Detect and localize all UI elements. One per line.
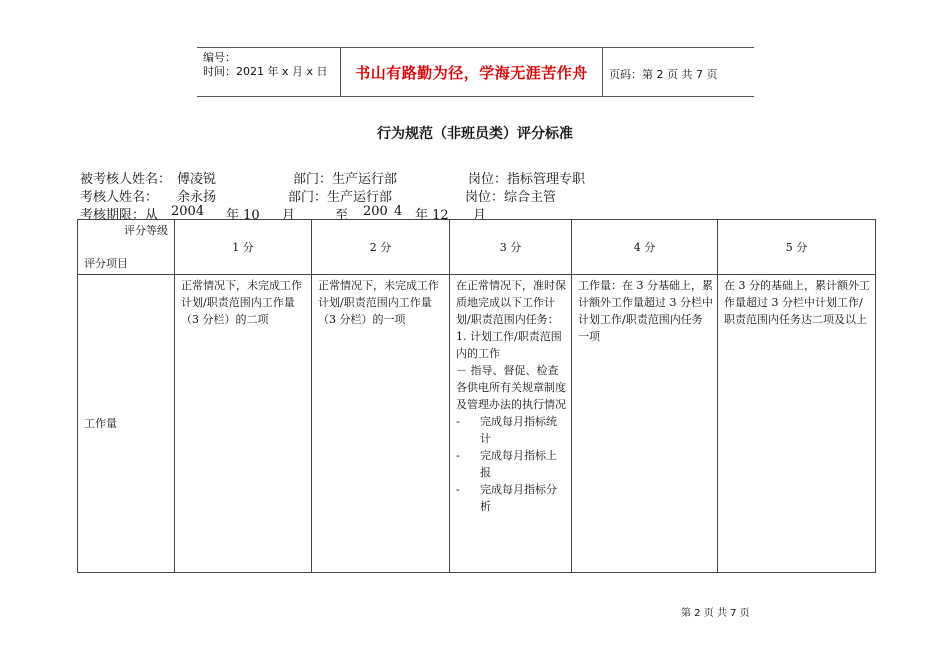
month-from: 年 10 [226, 208, 260, 223]
corner-cell [78, 220, 175, 275]
criteria-point: 1. 计划工作/职责范围内的工作 [456, 330, 562, 360]
score-4-criteria: 工作量：在 3 分基础上，累计额外工作量超过 3 分栏中计划工作/职责范围内任务一项 [572, 275, 718, 573]
score-header-1: 1 分 [175, 220, 312, 275]
score-1-criteria: 正常情况下，未完成工作计划/职责范围内工作量（3 分栏）的二项 [175, 275, 312, 573]
year-from: 2004 [171, 204, 205, 219]
month-label: 月 [282, 208, 296, 223]
assessee-name: 傅凌锐 [177, 172, 217, 187]
bullet-text: 完成每月指标统计 [480, 415, 557, 445]
to-label: 至 [335, 208, 349, 223]
header-meta [203, 51, 328, 79]
criteria-point: － 指导、督促、检查各供电所有关规章制度及管理办法的执行情况 [456, 364, 566, 411]
list-item [456, 413, 567, 447]
assessor-post: 岗位：综合主管 [465, 190, 557, 205]
number-label: 编号： [203, 51, 236, 64]
scoring-table [77, 219, 876, 573]
corner-top-label: 评分等级 [124, 224, 168, 237]
table-row [78, 275, 876, 573]
assessor-label: 考核人姓名： [80, 190, 159, 205]
score-3-criteria [450, 275, 572, 573]
page-footer: 第 2 页 共 7 页 [681, 608, 750, 619]
page-header [197, 47, 754, 97]
document-title: 行为规范（非班员类）评分标准 [377, 126, 573, 142]
assessor-dept: 部门：生产运行部 [288, 190, 393, 205]
table-header-row [78, 220, 876, 275]
bullet-text: 完成每月指标上报 [480, 449, 557, 479]
corner-bottom-label: 评分项目 [84, 257, 128, 270]
bullet-mark: - [456, 449, 460, 462]
bullet-text: 完成每月指标分析 [480, 483, 557, 513]
score-header-2: 2 分 [312, 220, 450, 275]
assessee-post: 岗位：指标管理专职 [468, 172, 586, 187]
assessor-name: 余永扬 [177, 190, 217, 205]
score-header-5: 5 分 [718, 220, 876, 275]
date-text: 时间：2021 年 x 月 x 日 [203, 65, 328, 78]
item-label: 工作量 [78, 275, 175, 573]
month-to: 年 12 [415, 208, 449, 223]
assessee-label: 被考核人姓名： [80, 172, 172, 187]
bullet-mark: - [456, 483, 460, 496]
score-2-criteria: 正常情况下，未完成工作计划/职责范围内工作量（3 分栏）的一项 [312, 275, 450, 573]
year-to-b: 4 [394, 204, 403, 219]
score-header-4: 4 分 [572, 220, 718, 275]
page-indicator: 页码：第 2 页 共 7 页 [609, 68, 718, 81]
score-5-criteria: 在 3 分的基础上，累计额外工作量超过 3 分栏中计划工作/职责范围内任务达二项及以上 [718, 275, 876, 573]
motto-text: 书山有路勤为径，学海无涯苦作舟 [355, 63, 588, 82]
criteria-intro: 在正常情况下，准时保质地完成以下工作计划/职责范围内任务： [456, 279, 566, 326]
month-label: 月 [473, 208, 487, 223]
year-to-a: 200 [363, 204, 388, 219]
assessee-dept: 部门：生产运行部 [293, 172, 398, 187]
list-item [456, 447, 567, 481]
header-divider [602, 48, 603, 96]
bullet-mark: - [456, 415, 460, 428]
score-header-3: 3 分 [450, 220, 572, 275]
list-item [456, 481, 567, 515]
period-label: 考核期限：从 [80, 208, 159, 223]
